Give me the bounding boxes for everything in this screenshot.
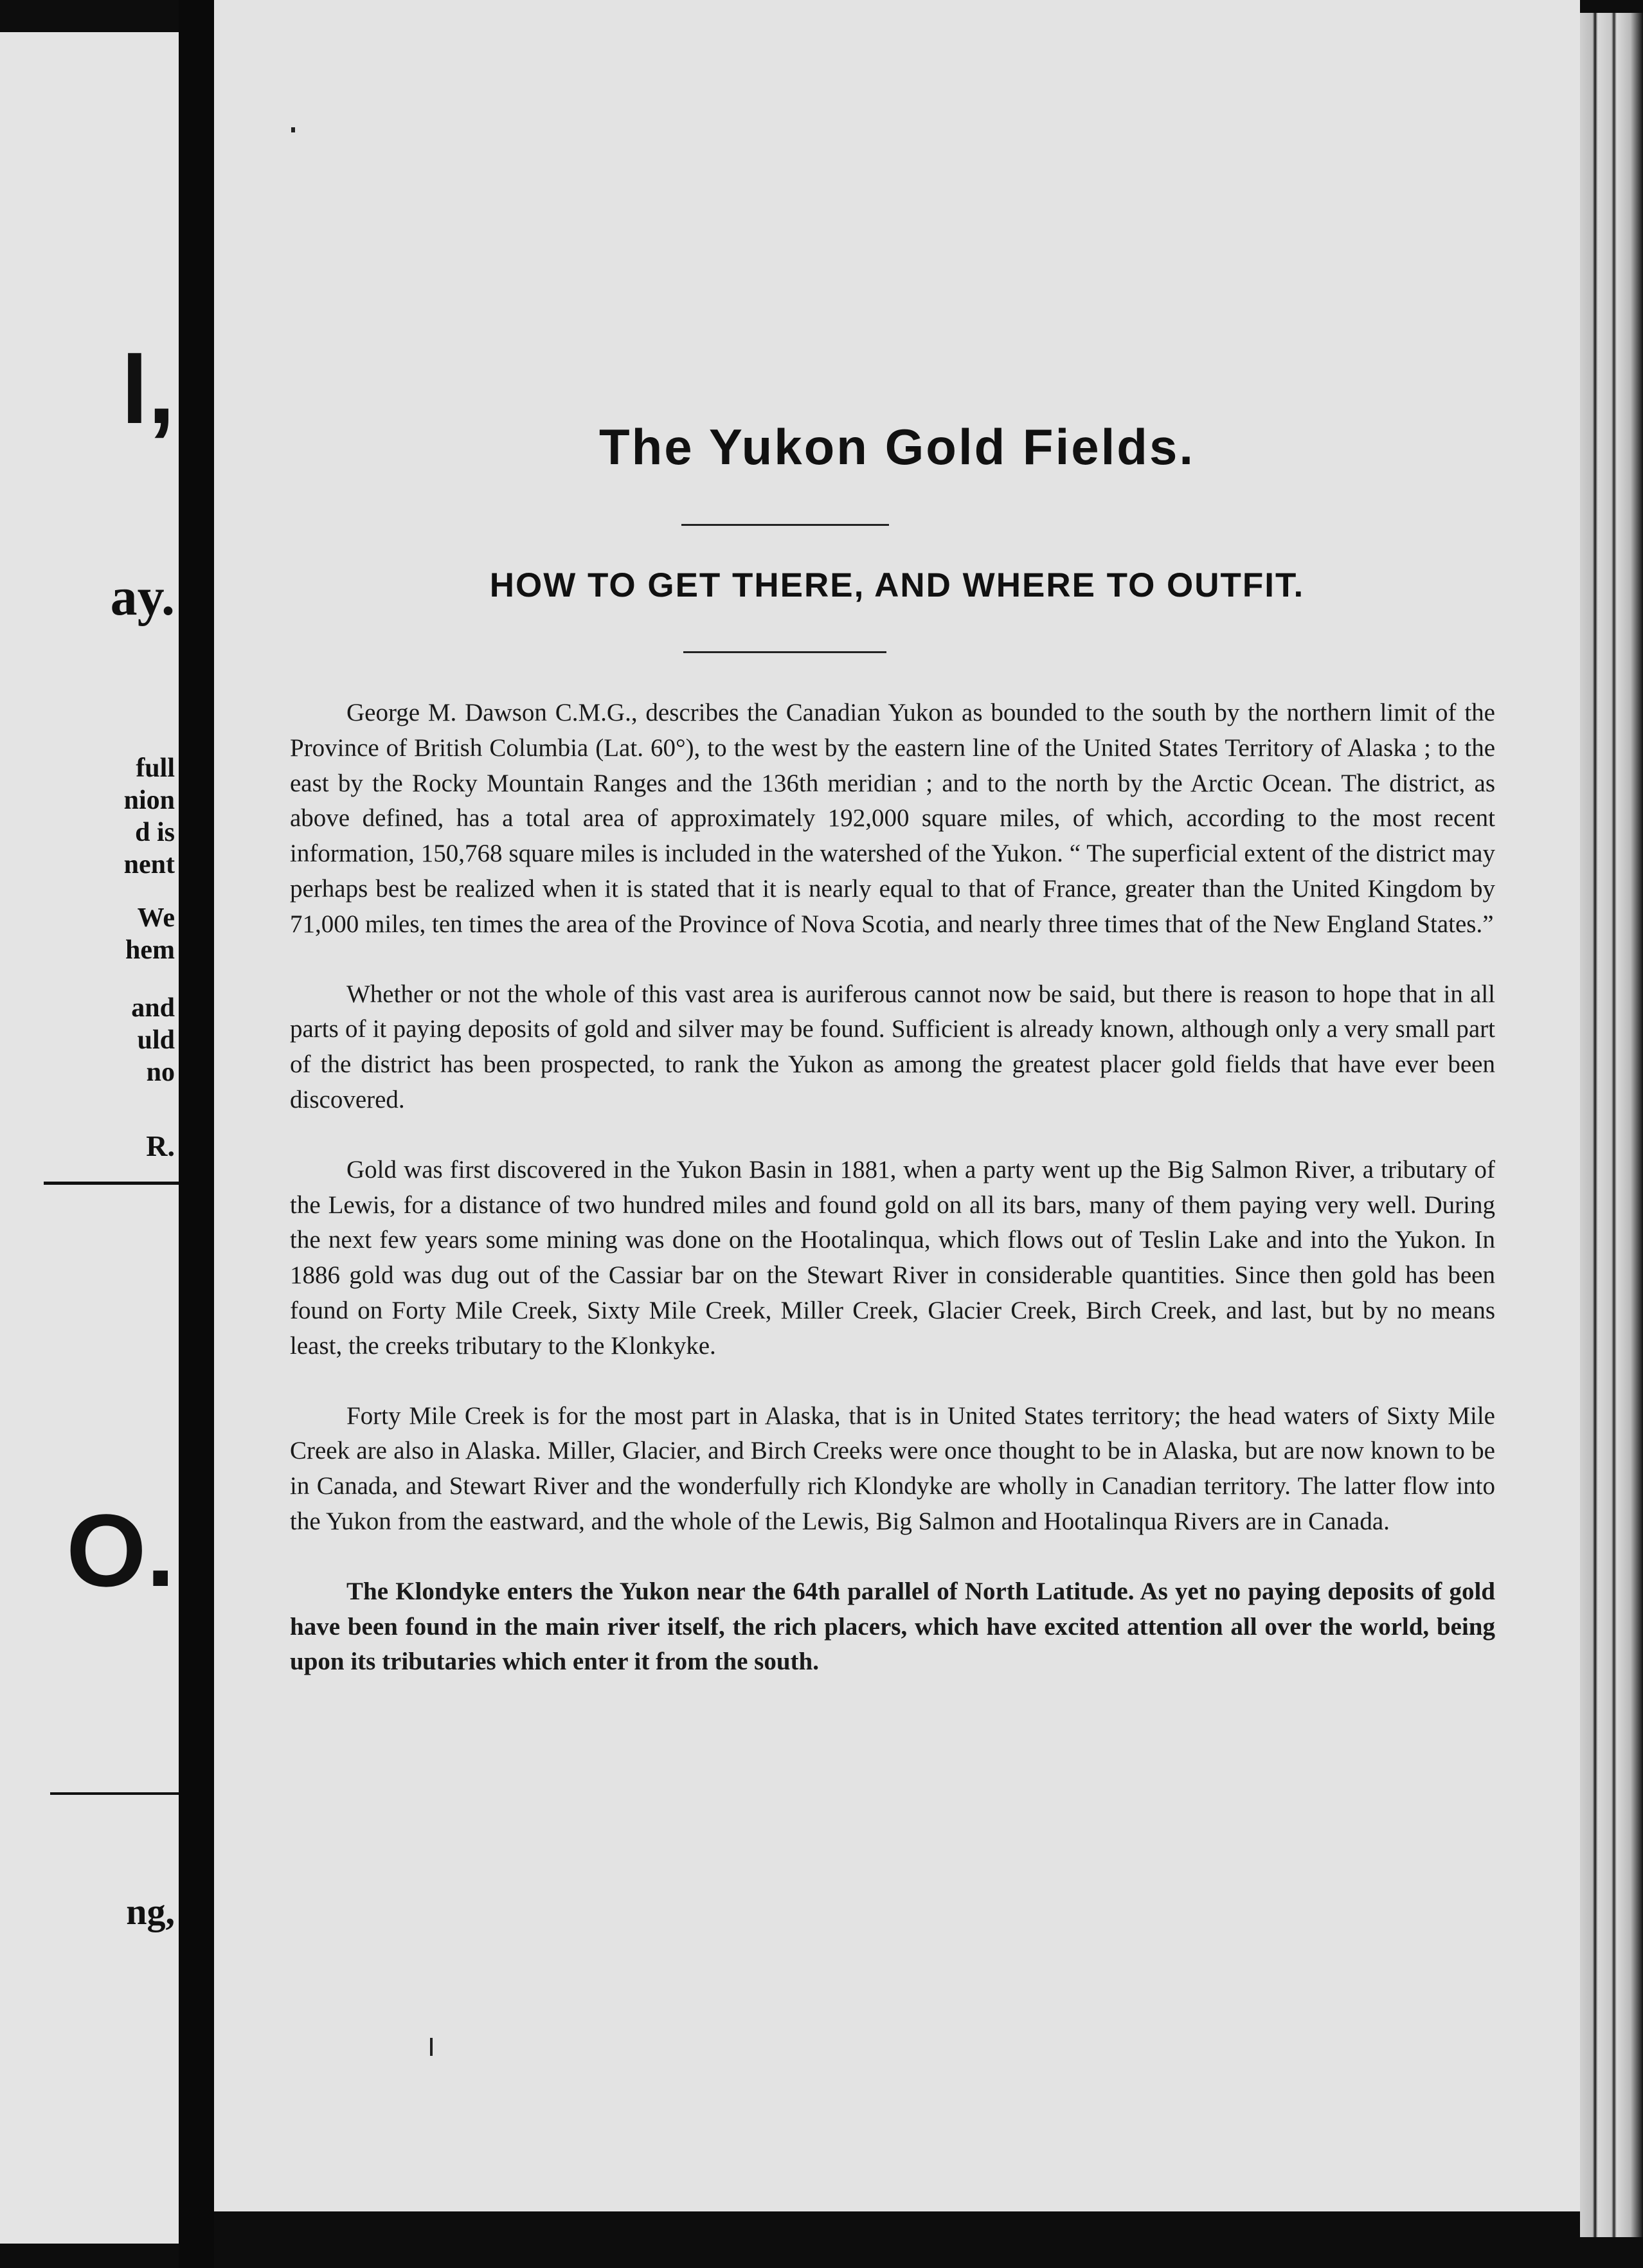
left-fragment-big-comma: l, <box>121 336 175 444</box>
page-subtitle: HOW TO GET THERE, AND WHERE TO OUTFIT. <box>489 566 1305 604</box>
subtitle-divider <box>683 651 886 653</box>
left-fragment-big-o: O. <box>66 1493 175 1608</box>
paragraph: Forty Mile Creek is for the most part in Alaska, that is in United States territory; the head waters of Sixty Mile Creek are also in Alaska. Miller, Glacier, and Birch Creeks were once thought to be in Alaska, but are now known to be in Canada, and Stewart River and the wonderfully rich Klondyke are wholly in Canadian territory. The latter flow into the Yukon from the eastward, and the whole of the Lewis, Big Salmon and Hootalinqua Rivers are in Canada. <box>290 1401 1495 1535</box>
left-fragment-line: nent <box>123 850 175 879</box>
paragraph: The Klondyke enters the Yukon near the 64th parallel of North Latitude. As yet no paying deposits of gold have been found in the main river itself, the rich placers, which have excited attention all over the world, being upon its tributaries which enter it from the south. <box>290 1577 1495 1676</box>
left-fragment-ng: ng, <box>126 1891 175 1932</box>
ink-speck <box>291 127 295 132</box>
paragraph: George M. Dawson C.M.G., describes the Canadian Yukon as bounded to the south by the northern limit of the Province of British Columbia (Lat. 60°), to the west by the eastern line of the United States Territory of Alaska ; to the east by the Rocky Mountain Ranges and the 136th meridian ; and to the north by the Arctic Ocean. The district, as above defined, has a total area of approximately 192,000 square miles, of which, according to the most recent information, 150,768 square miles is included in the watershed of the Yukon. “ The superficial extent of the district may perhaps best be realized when it is stated that it is nearly equal to that of France, greater than the United Kingdom by 71,000 miles, ten times the area of the Province of Nova Scotia, and nearly three times that of the New England States.” <box>290 699 1495 938</box>
left-fragment-line: nion <box>123 786 175 815</box>
left-fragment-line: full <box>136 753 175 783</box>
paragraph: Gold was first discovered in the Yukon Basin in 1881, when a party went up the Big Salmon River, a tributary of the Lewis, for a distance of two hundred miles and found gold on all its bars, many of them paying very well. During the next few years some mining was done on the Hootalinqua, which flows out of Teslin Lake and into the Yukon. In 1886 gold was dug out of the Cassiar bar on the Stewart River in considerable quantities. Since then gold has been found on Forty Mile Creek, Sixty Mile Creek, Miller Creek, Glacier Creek, Birch Creek, and last, but by no means least, the creeks tributary to the Klonkyke. <box>290 1155 1495 1360</box>
left-fragment-day: ay. <box>110 567 175 627</box>
title-divider <box>681 524 889 526</box>
book-page-edges <box>1580 13 1643 2237</box>
paragraph: Whether or not the whole of this vast area is auriferous cannot now be said, but there is reason to hope that in all parts of it paying deposits of gold and silver may be found. Sufficient is already known, although only a very small part of the district has been prospected, to rank the Yukon as among the greatest placer gold fields that have ever been discovered. <box>290 980 1495 1113</box>
left-fragment-line: and <box>131 993 175 1023</box>
left-fragment-line: uld <box>137 1025 175 1055</box>
left-fragment-line: d is <box>135 818 175 847</box>
left-fragment-rule <box>50 1792 179 1795</box>
left-fragment-rule <box>44 1182 179 1185</box>
left-fragment-line: hem <box>125 935 175 965</box>
page-title: The Yukon Gold Fields. <box>598 419 1195 475</box>
left-fragment-line: We <box>137 903 175 933</box>
book-binding-gutter <box>179 0 214 2268</box>
article-body <box>290 696 1495 1715</box>
adjacent-page-fragment <box>0 32 179 2244</box>
left-fragment-line: no <box>146 1058 175 1087</box>
left-fragment-r-mark: R. <box>146 1130 175 1162</box>
document-page <box>214 0 1580 2211</box>
ink-speck <box>430 2038 433 2056</box>
